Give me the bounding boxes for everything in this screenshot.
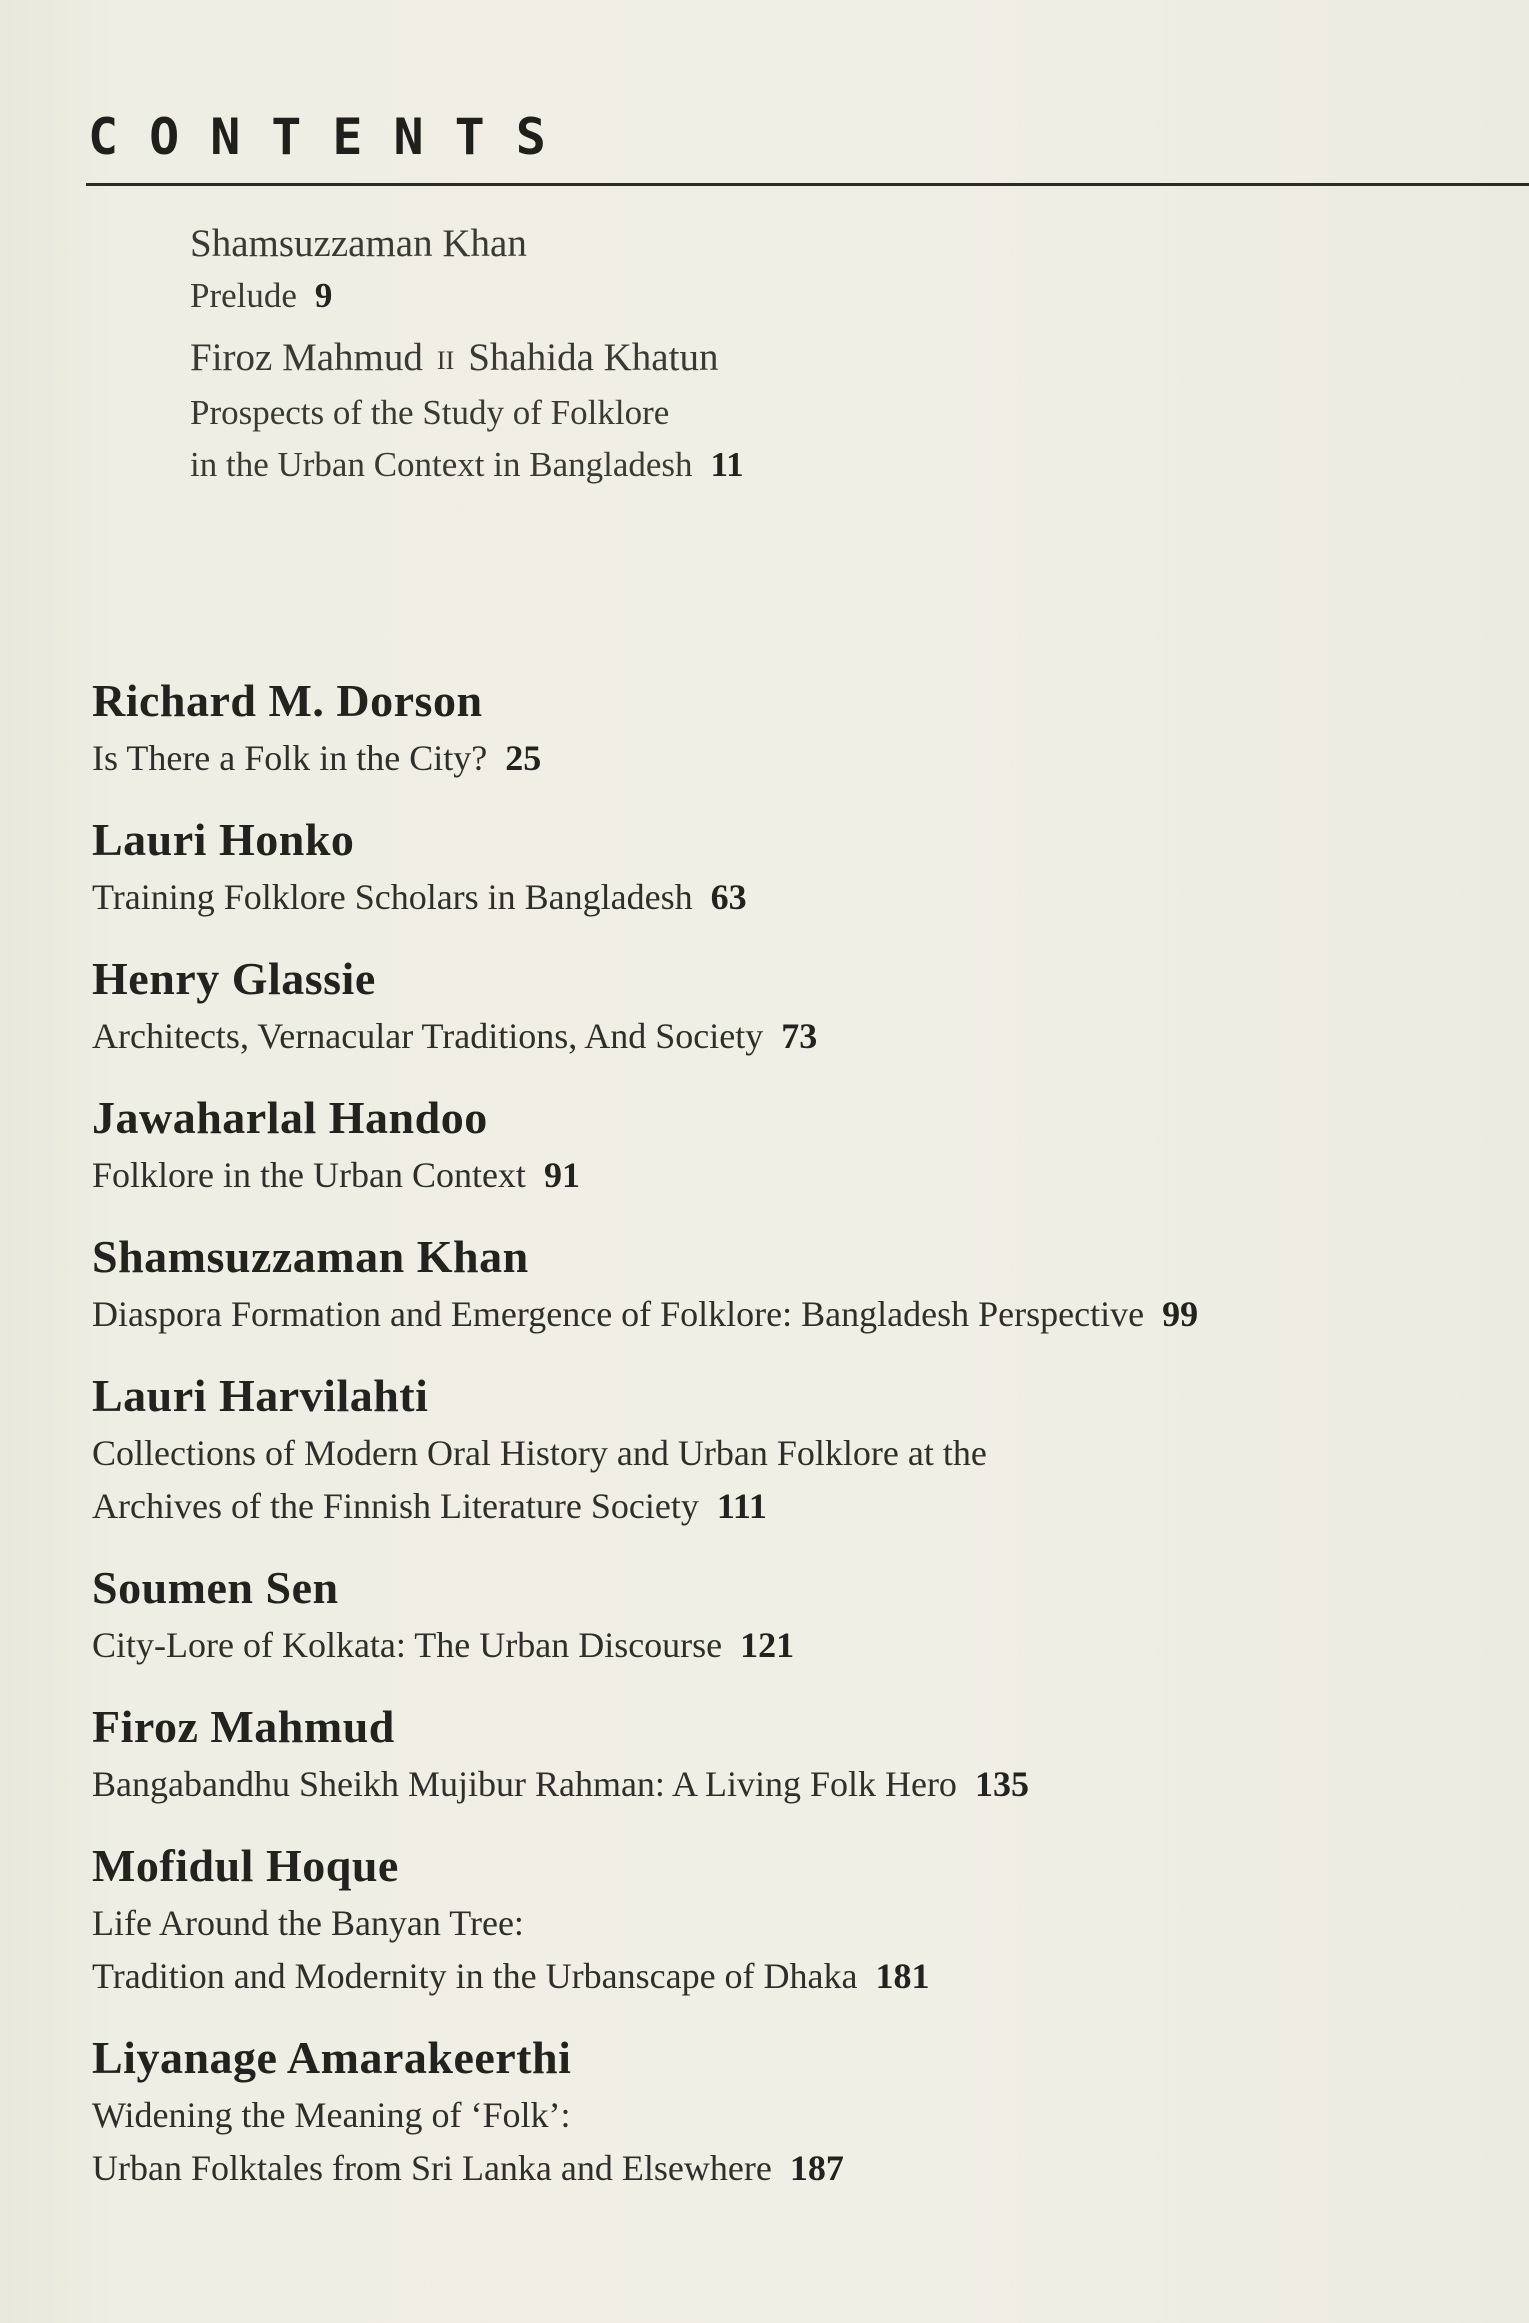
front-entry-author [190, 218, 1290, 270]
toc-entry [92, 1365, 1522, 1533]
entry-author: Liyanage Amarakeerthi [92, 2032, 572, 2083]
toc-entry [92, 670, 1522, 785]
entry-author: Lauri Honko [92, 814, 355, 865]
toc-entry [92, 1557, 1522, 1672]
entry-author: Henry Glassie [92, 953, 376, 1004]
entry-author: Richard M. Dorson [92, 675, 483, 726]
author-separator: II [436, 346, 455, 376]
page-number: 11 [710, 445, 744, 485]
title-line: Is There a Folk in the City? [92, 738, 488, 778]
front-entry-authors [190, 332, 1290, 387]
front-entry-prospects [190, 332, 1290, 491]
title-line: Collections of Modern Oral History and Urban Folklore at the [92, 1433, 987, 1473]
title-line: Diaspora Formation and Emergence of Folklore: Bangladesh Perspective [92, 1294, 1145, 1334]
heading-rule [86, 183, 1529, 186]
entry-title [92, 2089, 1522, 2195]
entry-author: Shamsuzzaman Khan [92, 1231, 529, 1282]
title-line: Prospects of the Study of Folklore [190, 393, 670, 433]
title-line: Archives of the Finnish Literature Society [92, 1486, 699, 1526]
entry-title [92, 1619, 1522, 1672]
entry-author: Soumen Sen [92, 1562, 339, 1613]
title-line: Urban Folktales from Sri Lanka and Elsewhere [92, 2148, 772, 2188]
entry-title [92, 1288, 1522, 1341]
title-line: Prelude [190, 276, 297, 315]
entry-title [92, 1897, 1522, 2003]
toc-entry [92, 809, 1522, 924]
front-entry-title [190, 387, 1290, 491]
title-line: Training Folklore Scholars in Bangladesh [92, 877, 693, 917]
toc-entry [92, 2027, 1522, 2195]
front-entry-title [190, 270, 1290, 322]
toc-entry [92, 1226, 1522, 1341]
page-number: 187 [789, 2148, 844, 2188]
author-name: Firoz Mahmud [190, 336, 423, 379]
contents-heading: CONTENTS [88, 108, 577, 166]
front-entry-prelude [190, 218, 1290, 322]
entry-title [92, 732, 1522, 785]
entry-title [92, 1758, 1522, 1811]
page-number: 73 [781, 1016, 818, 1056]
page-number: 9 [314, 276, 333, 315]
page-number: 135 [974, 1764, 1029, 1804]
title-line: Widening the Meaning of ‘Folk’: [92, 2095, 571, 2135]
title-line: Architects, Vernacular Traditions, And Society [92, 1016, 764, 1056]
front-matter [190, 218, 1290, 501]
title-line: Life Around the Banyan Tree: [92, 1903, 524, 1943]
author-name: Shahida Khatun [468, 336, 719, 379]
title-line: Folklore in the Urban Context [92, 1155, 526, 1195]
page-number: 111 [716, 1486, 767, 1526]
title-line: Bangabandhu Sheikh Mujibur Rahman: A Living Folk Hero [92, 1764, 957, 1804]
entry-author: Mofidul Hoque [92, 1840, 399, 1891]
title-line: City-Lore of Kolkata: The Urban Discourse [92, 1625, 723, 1665]
page-number: 121 [740, 1625, 795, 1665]
entry-title [92, 871, 1522, 924]
page-number: 181 [875, 1956, 930, 1996]
entry-title [92, 1010, 1522, 1063]
entry-author: Jawaharlal Handoo [92, 1092, 488, 1143]
page-number: 91 [543, 1155, 580, 1195]
page-number: 63 [710, 877, 747, 917]
page-number: 99 [1162, 1294, 1199, 1334]
toc-entry [92, 948, 1522, 1063]
title-line: in the Urban Context in Bangladesh [190, 445, 693, 485]
title-line: Tradition and Modernity in the Urbanscape of Dhaka [92, 1956, 858, 1996]
entry-title [92, 1149, 1522, 1202]
author-name: Shamsuzzaman Khan [190, 222, 527, 265]
page-number: 25 [505, 738, 542, 778]
entry-author: Firoz Mahmud [92, 1701, 395, 1752]
toc-entry [92, 1696, 1522, 1811]
toc-entry [92, 1087, 1522, 1202]
toc-entry [92, 1835, 1522, 2003]
entry-author: Lauri Harvilahti [92, 1370, 429, 1421]
entry-title [92, 1427, 1522, 1533]
toc-list [92, 670, 1522, 2219]
